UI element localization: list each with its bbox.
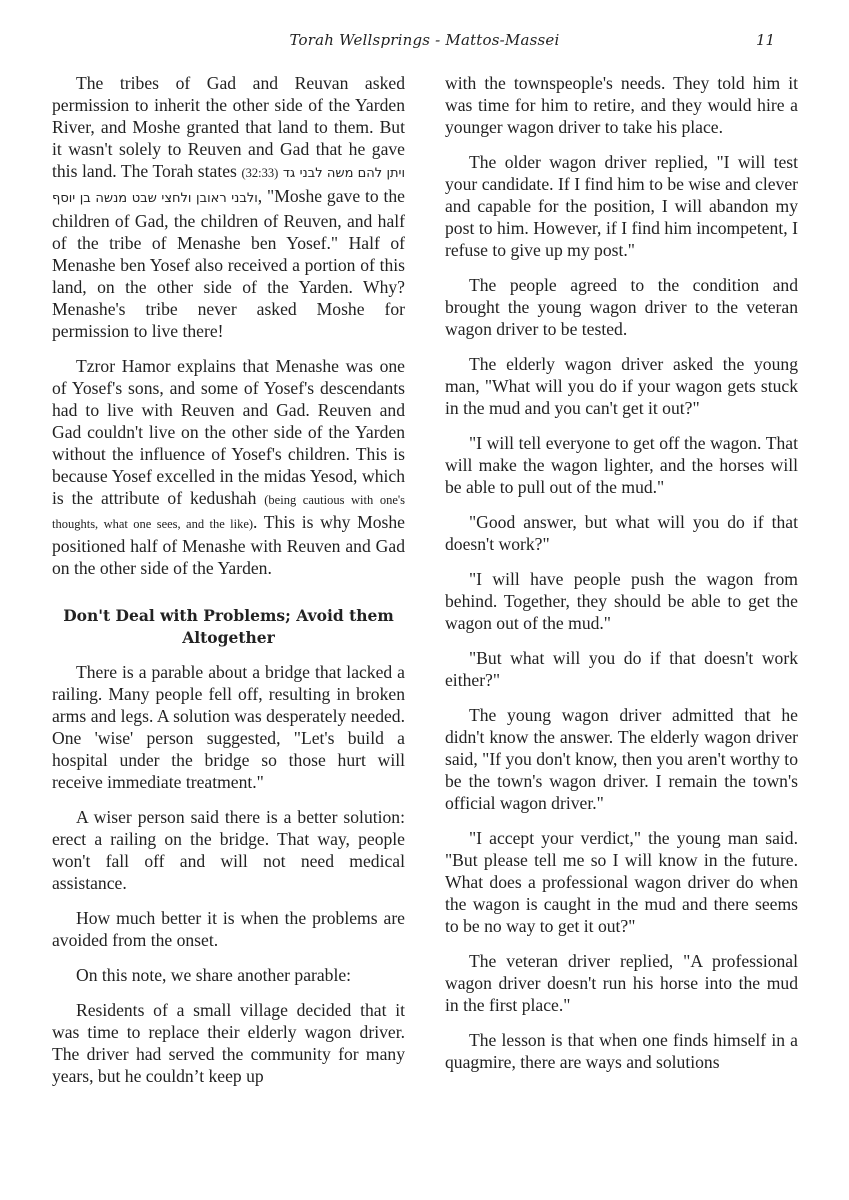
paragraph: The older wagon driver replied, "I will test your candidate. If I find him to be wise and clever and capable for the position, I will abandon my post to him. However, if I find him incompetent, I refuse to give up my post." <box>445 152 798 260</box>
paragraph-text: The tribes of Gad and Reuvan asked permission to inherit the other side of the Yarden River, and Moshe granted that land to them. But it wasn't solely to Reuven and Gad that he gave this land. The Torah states <box>52 73 405 181</box>
paragraph: "I will tell everyone to get off the wagon. That will make the wagon lighter, and the horses will be able to pull out of the mud." <box>445 433 798 497</box>
hebrew-quote: ויתן להם משה לבני גד ולבני ראובן ולחצי שבט מנשה בן יוסף <box>52 166 406 206</box>
paragraph: The people agreed to the condition and brought the young wagon driver to the veteran wagon driver to be tested. <box>445 275 798 339</box>
paragraph: The veteran driver replied, "A professional wagon driver doesn't run his horse into the mud in the first place." <box>445 951 798 1015</box>
paragraph: There is a parable about a bridge that lacked a railing. Many people fell off, resulting in broken arms and legs. A solution was desperately needed. One 'wise' person suggested, "Let's build a hospital under the bridge so those hurt will receive immediate treatment." <box>52 662 405 792</box>
paragraph: The elderly wagon driver asked the young man, "What will you do if your wagon gets stuck in the mud and you can't get it out?" <box>445 354 798 418</box>
paragraph <box>52 355 405 579</box>
paragraph: The young wagon driver admitted that he didn't know the answer. The elderly wagon driver said, "If you don't know, then you aren't worthy to be the town's wagon driver. I remain the town's official wagon driver." <box>445 705 798 813</box>
section-heading: Don't Deal with Problems; Avoid them Altogether <box>63 606 394 647</box>
paragraph-text: . This is why Moshe positioned half of Menashe with Reuven and Gad on the other side of the Yarden. <box>52 512 405 578</box>
paragraph: On this note, we share another parable: <box>76 965 352 985</box>
paragraph-text: Tzror Hamor explains that Menashe was one of Yosef's sons, and some of Yosef's descendants had to live with Reuven and Gad. Reuven and Gad couldn't live on the other side of the Yarden without the influence of Yosef's children. This is because Yosef excelled in the midas Yesod, which is the attribute of kedushah <box>52 356 405 508</box>
paragraph: "I accept your verdict," the young man said. "But please tell me so I will know in the future. What does a professional wagon driver do when the wagon is caught in the mud and there seems to be no way to get it out?" <box>445 828 798 936</box>
paragraph-text: , "Moshe gave to the children of Gad, the children of Reuven, and half of the tribe of Menashe ben Yosef." Half of Menashe ben Yosef also received a portion of this land, on the other side of the Yarden. Why? Menashe's tribe never asked Moshe for permission to live there! <box>52 186 405 341</box>
left-column <box>52 72 405 1100</box>
verse-citation: (32:33) <box>241 166 279 180</box>
parenthetical-note: (being cautious with one's thoughts, what one sees, and the like) <box>52 493 406 531</box>
paragraph <box>52 72 405 342</box>
paragraph: Residents of a small village decided that it was time to replace their elderly wagon driver. The driver had served the community for many years, but he couldn’t keep up <box>52 1000 405 1086</box>
page-number: 11 <box>756 31 776 49</box>
paragraph: "But what will you do if that doesn't work either?" <box>445 648 798 690</box>
paragraph: The lesson is that when one finds himself in a quagmire, there are ways and solutions <box>445 1030 798 1072</box>
paragraph: How much better it is when the problems are avoided from the onset. <box>52 908 405 950</box>
paragraph: with the townspeople's needs. They told him it was time for him to retire, and they would hire a younger wagon driver to take his place. <box>445 73 798 137</box>
paragraph: "I will have people push the wagon from behind. Together, they should be able to get the wagon out of the mud." <box>445 569 798 633</box>
paragraph: A wiser person said there is a better solution: erect a railing on the bridge. That way, people won't fall off and will not need medical assistance. <box>52 807 405 893</box>
paragraph: "Good answer, but what will you do if that doesn't work?" <box>445 512 798 554</box>
running-header-title: Torah Wellsprings - Mattos-Massei <box>289 31 560 49</box>
right-column <box>445 72 798 1086</box>
